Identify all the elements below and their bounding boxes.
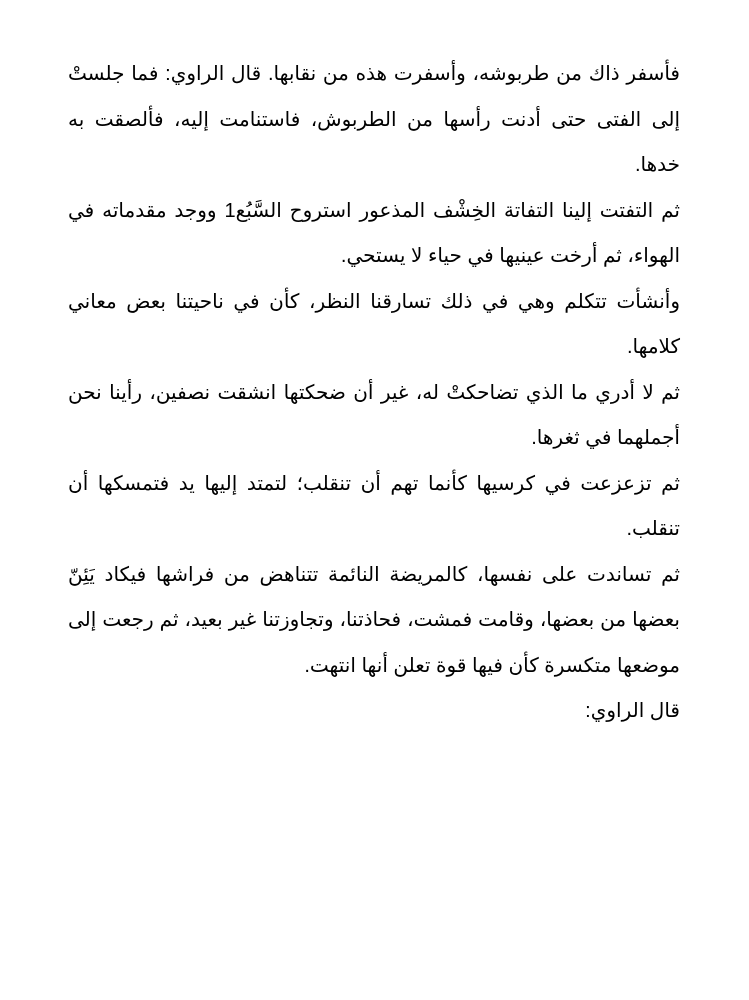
paragraph-1: فأسفر ذاك من طربوشه، وأسفرت هذه من نقابها. قال الراوي: فما جلستْ إلى الفتى حتى أدنت رأسها من الطربوش، فاستنامت إليه، فألصقت به خدها. — [68, 63, 680, 176]
paragraph-2: ثم التفتت إلينا التفاتة الخِشْف المذعور استروح السَّبُع1 ووجد مقدماته في الهواء، ثم أرخت عينيها في حياء لا يستحي. — [68, 199, 680, 267]
document-page — [68, 52, 680, 735]
paragraph-4: ثم لا أدري ما الذي تضاحكتْ له، غير أن ضحكتها انشقت نصفين، رأينا نحن أجملهما في ثغرها. — [68, 381, 680, 449]
paragraph-7: قال الراوي: — [585, 700, 680, 722]
paragraph-6: ثم تساندت على نفسها، كالمريضة النائمة تتناهض من فراشها فيكاد يَئِنّ بعضها من بعضها، وقامت فمشت، فحاذتنا، وتجاوزتنا غير بعيد، ثم رجعت إلى موضعها متكسرة كأن فيها قوة تعلن أنها انتهت. — [68, 563, 680, 677]
paragraph-3: وأنشأت تتكلم وهي في ذلك تسارقنا النظر، كأن في ناحيتنا بعض معاني كلامها. — [68, 290, 680, 358]
paragraph-5: ثم تزعزعت في كرسيها كأنما تهم أن تنقلب؛ لتمتد إليها يد فتمسكها أن تنقلب. — [68, 472, 680, 540]
